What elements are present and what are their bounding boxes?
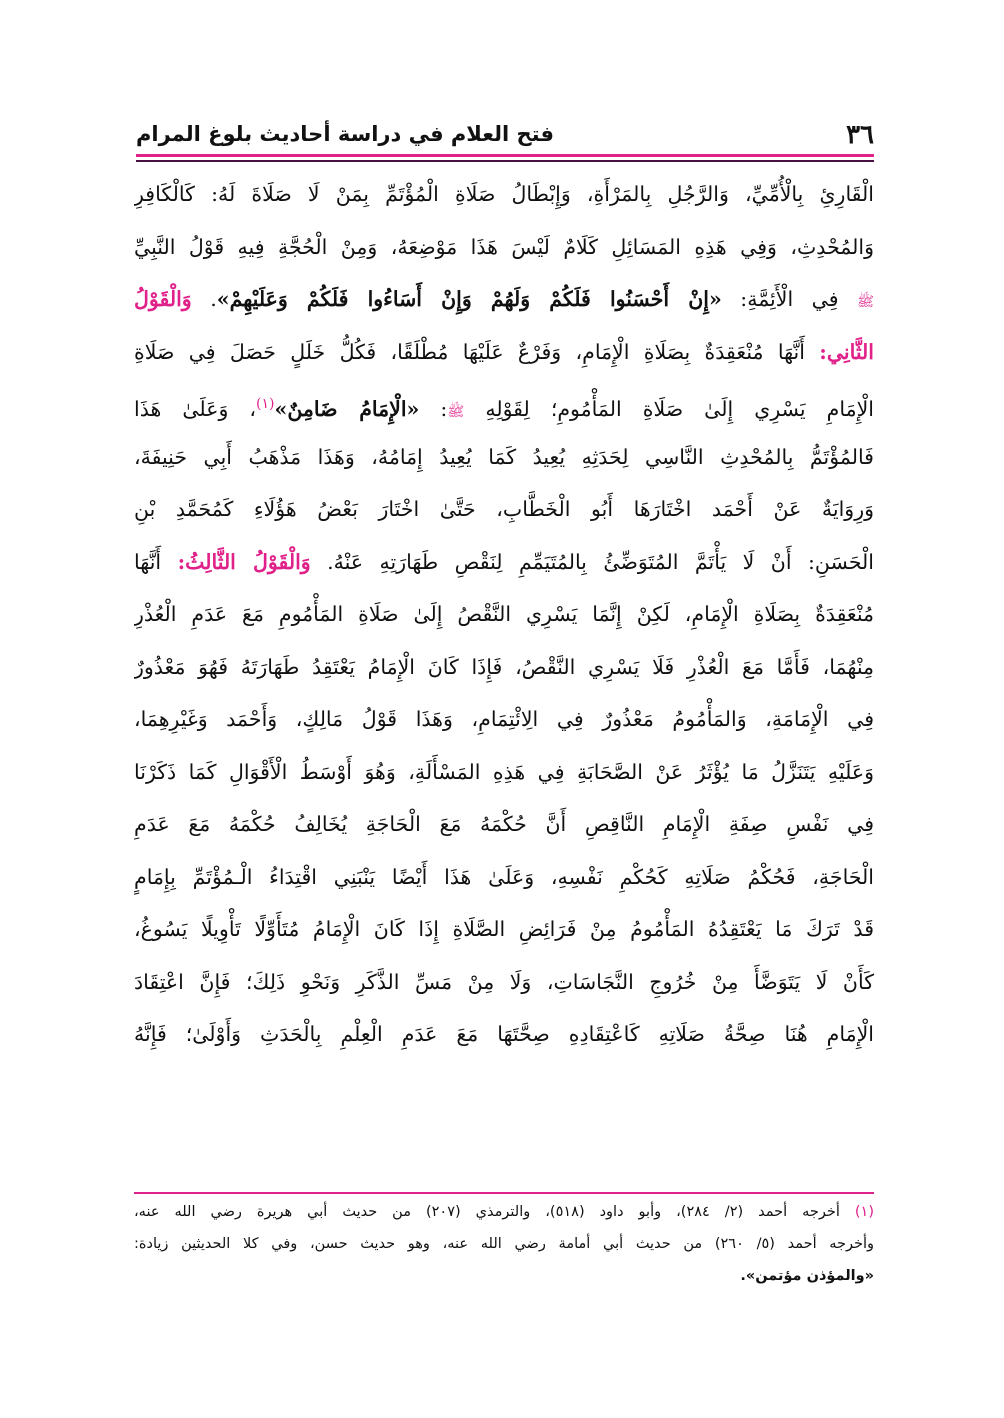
- text-line-10: مِنْهُمَا، فَأَمَّا مَعَ الْعُذْرِ فَلَا يَسْرِي النَّقْصُ، فَإِذَا كَانَ الْإِمَامُ يَعْتَقِدُ طَهَارَتَهُ فَهُوَ مَعْذُورٌ: [134, 654, 874, 679]
- hadith-quote: «الْإِمَامُ ضَامِنٌ»: [274, 396, 420, 421]
- text-line-17: الْإِمَامِ هُنَا صِحَّةُ صَلَاتِهِ كَاعْتِقَادِهِ صِحَّتَهَا مَعَ عَدَمِ الْعِلْمِ بِالْحَدَثِ وَأَوْلَىٰ؛ فَإِنَّهُ: [134, 1022, 874, 1046]
- page-number: ٣٦: [846, 120, 874, 150]
- footnote-separator: [134, 1192, 874, 1194]
- section-label-third: وَالْقَوْلُ الثَّالِثُ:: [177, 549, 311, 574]
- footnote-number: (١): [854, 1204, 874, 1220]
- text-line-15: قَدْ تَرَكَ مَا يَعْتَقِدُهُ المَأْمُومُ مِنْ فَرَائِضِ الصَّلَاةِ إِذَا كَانَ الْإِمَامُ مُتَأَوِّلًا تَأْوِيلًا يَسُوغُ،: [134, 917, 874, 941]
- text-line-12: وَعَلَيْهِ يَتَنَزَّلُ مَا يُؤْثَرُ عَنْ الصَّحَابَةِ فِي هَذِهِ المَسْأَلَةِ، وَهُوَ أَوْسَطُ الْأَقْوَالِ كَمَا ذَكَرْنَا: [134, 759, 874, 784]
- salawat-symbol: ﷺ: [447, 403, 465, 420]
- footnote-marker[interactable]: (١): [256, 396, 275, 412]
- text-segment: الْإِمَامِ يَسْرِي إِلَىٰ صَلَاةِ المَأْمُومِ؛ لِقَوْلِهِ: [464, 396, 874, 421]
- text-segment: أَنَّهَا مُنْعَقِدَةٌ بِصَلَاةِ الْإِمَامِ، وَفَرْعٌ عَلَيْهَا مُطْلَقًا، فَكُلُّ خَلَلٍ حَصَلَ فِي صَلَاةِ: [134, 339, 820, 364]
- footnotes: [134, 1196, 874, 1292]
- text-segment: .: [191, 287, 217, 311]
- footnote-line-2: وأخرجه أحمد (٥/ ٢٦٠) من حديث أبي أمامة رضي الله عنه، وهو حديث حسن، وفي كلا الحديثين زيادة:: [134, 1236, 874, 1252]
- text-segment: أَنَّهَا: [134, 549, 178, 574]
- text-segment: فِي الْأَئِمَّةِ:: [721, 287, 858, 311]
- text-line-6: فَالمُؤْتَمُّ بِالمُحْدِثِ النَّاسِي لِحَدَثِهِ يُعِيدُ كَمَا يُعِيدُ إِمَامُهُ، وَهَذَا مَذْهَبُ أَبِي حَنِيفَةَ،: [134, 444, 874, 469]
- hadith-quote: «إِنْ أَحْسَنُوا فَلَكُمْ وَلَهُمْ وَإِنْ أَسَاءُوا فَلَكُمْ وَعَلَيْهِمْ»: [216, 287, 722, 311]
- section-label-second: وَالْقَوْلُ: [134, 287, 192, 311]
- text-segment: :: [419, 396, 448, 421]
- text-line-16: كَأَنْ لَا يَتَوَضَّأَ مِنْ خُرُوجِ النَّجَاسَاتِ، وَلَا مِنْ مَسِّ الذَّكَرِ وَنَحْوِ ذَلِكَ؛ فَإِنَّ اعْتِقَادَ: [134, 969, 874, 994]
- footnote-line-1: [134, 1196, 874, 1228]
- footnote-line-3: «والمؤذن مؤتمن».: [740, 1268, 874, 1284]
- page-header: [136, 118, 874, 158]
- text-line-8: [134, 536, 874, 589]
- header-rule-pink: [136, 154, 874, 157]
- text-line-4: [134, 326, 874, 379]
- text-line-9: مُنْعَقِدَةٌ بِصَلَاةِ الْإِمَامِ، لَكِنْ إِنَّمَا يَسْرِي النَّقْصُ إِلَىٰ صَلَاةِ المَأْمُومِ مَعَ عَدَمِ الْعُذْرِ: [134, 602, 874, 626]
- footnote-text: أخرجه أحمد (٢/ ٢٨٤)، وأبو داود (٥١٨)، والترمذي (٢٠٧) من حديث أبي هريرة رضي الله عنه،: [134, 1204, 840, 1220]
- section-label-second-cont: الثَّانِي:: [819, 339, 874, 364]
- text-line-3: [134, 273, 874, 326]
- text-line-13: فِي نَفْسِ صِفَةِ الْإِمَامِ النَّاقِصِ أَنَّ حُكْمَهُ مَعَ الْحَاجَةِ يُخَالِفُ حُكْمَهُ مَعَ عَدَمِ: [134, 812, 874, 836]
- salawat-symbol: ﷺ: [857, 294, 874, 310]
- text-line-11: فِي الْإِمَامَةِ، وَالمَأْمُومُ مَعْذُورٌ فِي الِائْتِمَامِ، وَهَذَا قَوْلُ مَالِكٍ، وَأَحْمَد وَغَيْرِهِمَا،: [134, 707, 874, 731]
- text-line-2: وَالمُحْدِثِ، وَفِي هَذِهِ المَسَائِلِ كَلَامٌ لَيْسَ هَذَا مَوْضِعَهُ، وَمِنْ الْحُجَّةِ فِيهِ قَوْلُ النَّبِيِّ: [134, 234, 874, 259]
- header-rule-dark: [136, 160, 874, 162]
- main-text: [134, 168, 874, 1278]
- text-line-7: وَرِوَايَةٌ عَنْ أَحْمَد اخْتَارَهَا أَبُو الْخَطَّابِ، حَتَّىٰ اخْتَارَ بَعْضُ هَؤُلَاءِ كَمُحَمَّدِ بْنِ: [134, 497, 874, 521]
- text-line-1: الْقَارِئِ بِالْأُمِّيِّ، وَالرَّجُلِ بِالمَرْأَةِ، وَإِبْطَالُ صَلَاةِ الْمُؤْتَمِّ بِمَنْ لَا صَلَاةَ لَهُ: كَالْكَافِرِ: [134, 182, 874, 206]
- text-line-14: الْحَاجَةِ، فَحُكْمُ صَلَاتِهِ كَحُكْمِ نَفْسِهِ، وَعَلَىٰ هَذَا أَيْضًا يَنْبَنِي اقْتِدَاءُ الْـمُؤْتَمِّ بِإِمَامٍ: [134, 864, 874, 889]
- text-segment: ، وَعَلَىٰ هَذَا: [134, 396, 257, 421]
- text-segment: الْحَسَنِ: أَنْ لَا يَأْتَمَّ المُتَوَضِّئُ بِالمُتَيَمِّمِ لِنَقْصِ طَهَارَتِهِ عَنْهُ.: [310, 549, 874, 574]
- text-line-5: [134, 378, 874, 431]
- book-title: فتح العلام في دراسة أحاديث بلوغ المرام: [136, 122, 554, 146]
